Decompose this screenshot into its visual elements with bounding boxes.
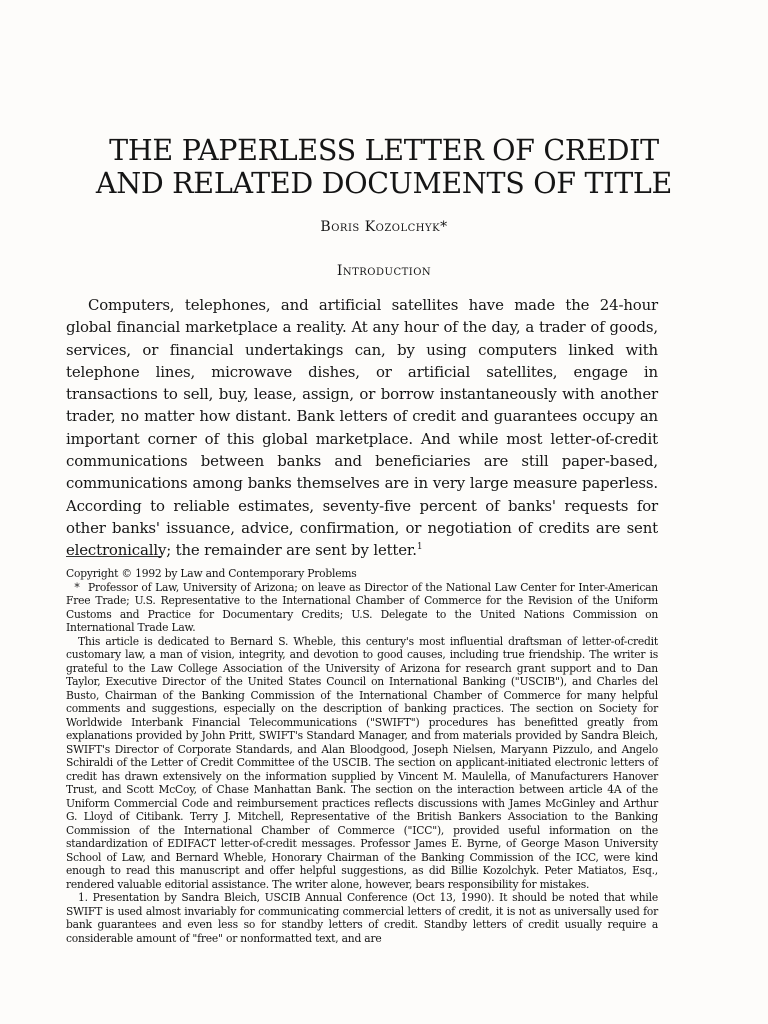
title-line-1: THE PAPERLESS LETTER OF CREDIT [109, 134, 659, 167]
title-line-2: AND RELATED DOCUMENTS OF TITLE [95, 167, 673, 200]
footnote-ref-1[interactable]: 1 [416, 542, 423, 553]
footnote-divider [66, 556, 161, 557]
footnote-1: 1. Presentation by Sandra Bleich, USCIB Annual Conference (Oct 13, 1990). It should be noted that while SWIFT is used almost invariably for communicating commercial letters of credit, it is not as universally used for bank guarantees and even less so for standby letters of credit. Standby letters of credit usually require a considerable amount of "free" or nonformatted text, and are [66, 891, 658, 945]
asterisk-mark: * [74, 580, 80, 594]
section-heading: Introduction [336, 263, 432, 279]
copyright-line: Copyright © 1992 by Law and Contemporary Problems [66, 567, 357, 580]
author-footnote [66, 581, 658, 635]
article-title [60, 134, 708, 200]
intro-paragraph [66, 294, 658, 562]
dedication-footnote: This article is dedicated to Bernard S. Wheble, this century's most influential draftsman of letter-of-credit customary law, a man of vision, integrity, and devotion to good causes, including true friendship. The writer is grateful to the Law College Association of the University of Arizona for research grant support and to Dan Taylor, Executive Director of the United States Council on International Banking ("USCIB"), and Charles del Busto, Chairman of the Banking Commission of the International Chamber of Commerce for many helpful comments and suggestions, especially on the description of banking practices. The section on Society for Worldwide Interbank Financial Telecommunications ("SWIFT") procedures has benefitted greatly from explanations provided by John Pritt, SWIFT's Standard Manager, and from materials provided by Sandra Bleich, SWIFT's Director of Corporate Standards, and Alan Bloodgood, Joseph Nielsen, Maryann Pizzulo, and Angelo Schiraldi of the Letter of Credit Committee of the USCIB. The section on applicant-initiated electronic letters of credit has drawn extensively on the information supplied by Vincent M. Maulella, of Manufacturers Hanover Trust, and Scott McCoy, of Chase Manhattan Bank. The section on the interaction between article 4A of the Uniform Commercial Code and reimbursement practices reflects discussions with James McGinley and Arthur G. Lloyd of Citibank. Terry J. Mitchell, Representative of the British Bankers Association to the Banking Commission of the International Chamber of Commerce ("ICC"), provided useful information on the standardization of EDIFACT letter-of-credit messages. Professor James E. Byrne, of George Mason University School of Law, and Bernard Wheble, Honorary Chairman of the Banking Commission of the ICC, were kind enough to read this manuscript and offer helpful suggestions, as did Billie Kozolchyk. Peter Matiatos, Esq., rendered valuable editorial assistance. The writer alone, however, bears responsibility for mistakes. [66, 634, 658, 891]
intro-text: Computers, telephones, and artificial satellites have made the 24-hour global financial marketplace a reality. At any hour of the day, a trader of goods, services, or financial undertakings can, by using computers linked with telephone lines, microwave dishes, or artificial satellites, engage in transactions to sell, buy, lease, assign, or borrow instantaneously with another trader, no matter how distant. Bank letters of credit and guarantees occupy an important corner of this global marketplace. And while most letter-of-credit communications between banks and beneficiaries are still paper-based, communications among banks themselves are in very large measure paperless. According to reliable estimates, seventy-five percent of banks' requests for other banks' issuance, advice, confirmation, or negotiation of credits are sent electronically; the remainder are sent by letter. [66, 296, 658, 560]
footnotes-section [66, 567, 658, 945]
author-footnote-text: Professor of Law, University of Arizona; on leave as Director of the National Law Center for Inter-American Free Trade; U.S. Representative to the International Chamber of Commerce for the Revision of the Uniform Customs and Practice for Documentary Credits; U.S. Delegate to the United Nations Commission on International Trade Law. [66, 580, 658, 634]
author-name: Boris Kozolchyk* [320, 219, 448, 235]
